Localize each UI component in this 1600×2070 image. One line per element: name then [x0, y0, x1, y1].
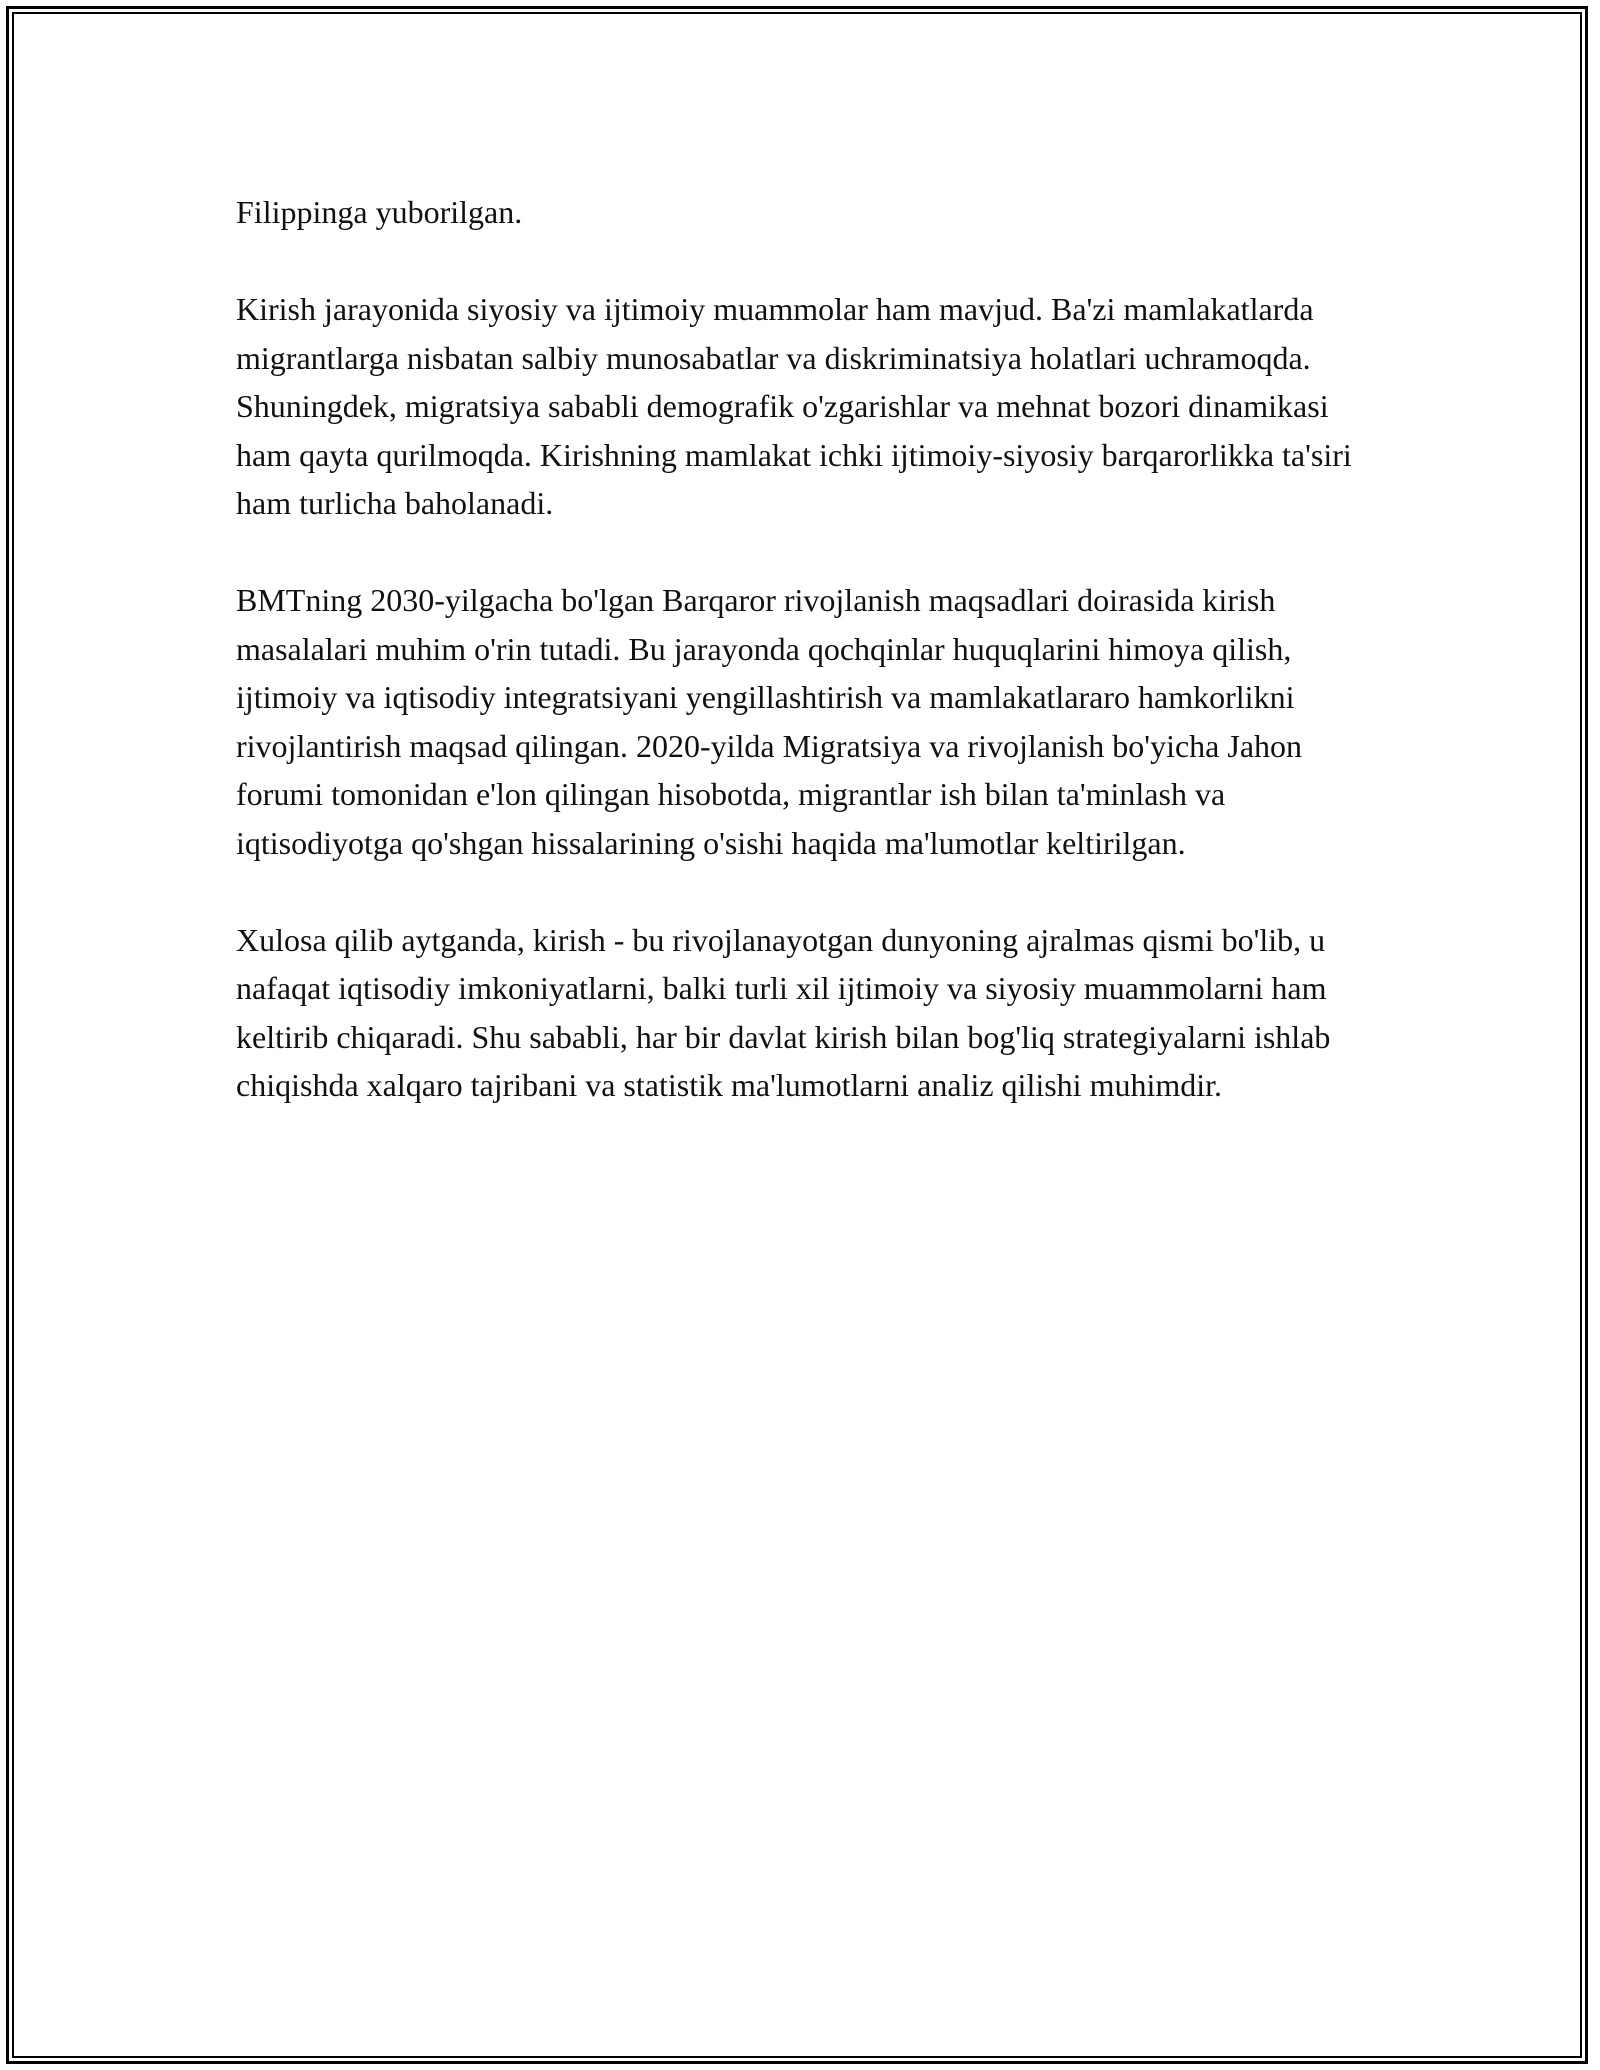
paragraph-3: BMTning 2030-yilgacha bo'lgan Barqaror rivojlanish maqsadlari doirasida kirish masalalari muhim o'rin tutadi. Bu jarayonda qochqinlar huquqlarini himoya qilish, ijtimoiy va iqtisodiy integratsiyani yengillashtirish va mamlakatlararo hamkorlikni rivojlantirish maqsad qilingan. 2020-yilda Migratsiya va rivojlanish bo'yicha Jahon forumi tomonidan e'lon qilingan hisobotda, migrantlar ish bilan ta'minlash va iqtisodiyotga qo'shgan hissalarining o'sishi haqida ma'lumotlar keltirilgan. — [236, 582, 1303, 861]
paragraph-1: Filippinga yuborilgan. — [236, 194, 523, 230]
document-body — [236, 188, 1376, 1158]
paragraph-2: Kirish jarayonida siyosiy va ijtimoiy muammolar ham mavjud. Ba'zi mamlakatlarda migrantlarga nisbatan salbiy munosabatlar va diskriminatsiya holatlari uchramoqda. Shuningdek, migratsiya sababli demografik o'zgarishlar va mehnat bozori dinamikasi ham qayta qurilmoqda. Kirishning mamlakat ichki ijtimoiy-siyosiy barqarorlikka ta'siri ham turlicha baholanadi. — [236, 291, 1352, 521]
paragraph-4: Xulosa qilib aytganda, kirish - bu rivojlanayotgan dunyoning ajralmas qismi bo'lib, u nafaqat iqtisodiy imkoniyatlarni, balki turli xil ijtimoiy va siyosiy muammolarni ham keltirib chiqaradi. Shu sababli, har bir davlat kirish bilan bog'liq strategiyalarni ishlab chiqishda xalqaro tajribani va statistik ma'lumotlarni analiz qilishi muhimdir. — [236, 921, 1331, 1103]
